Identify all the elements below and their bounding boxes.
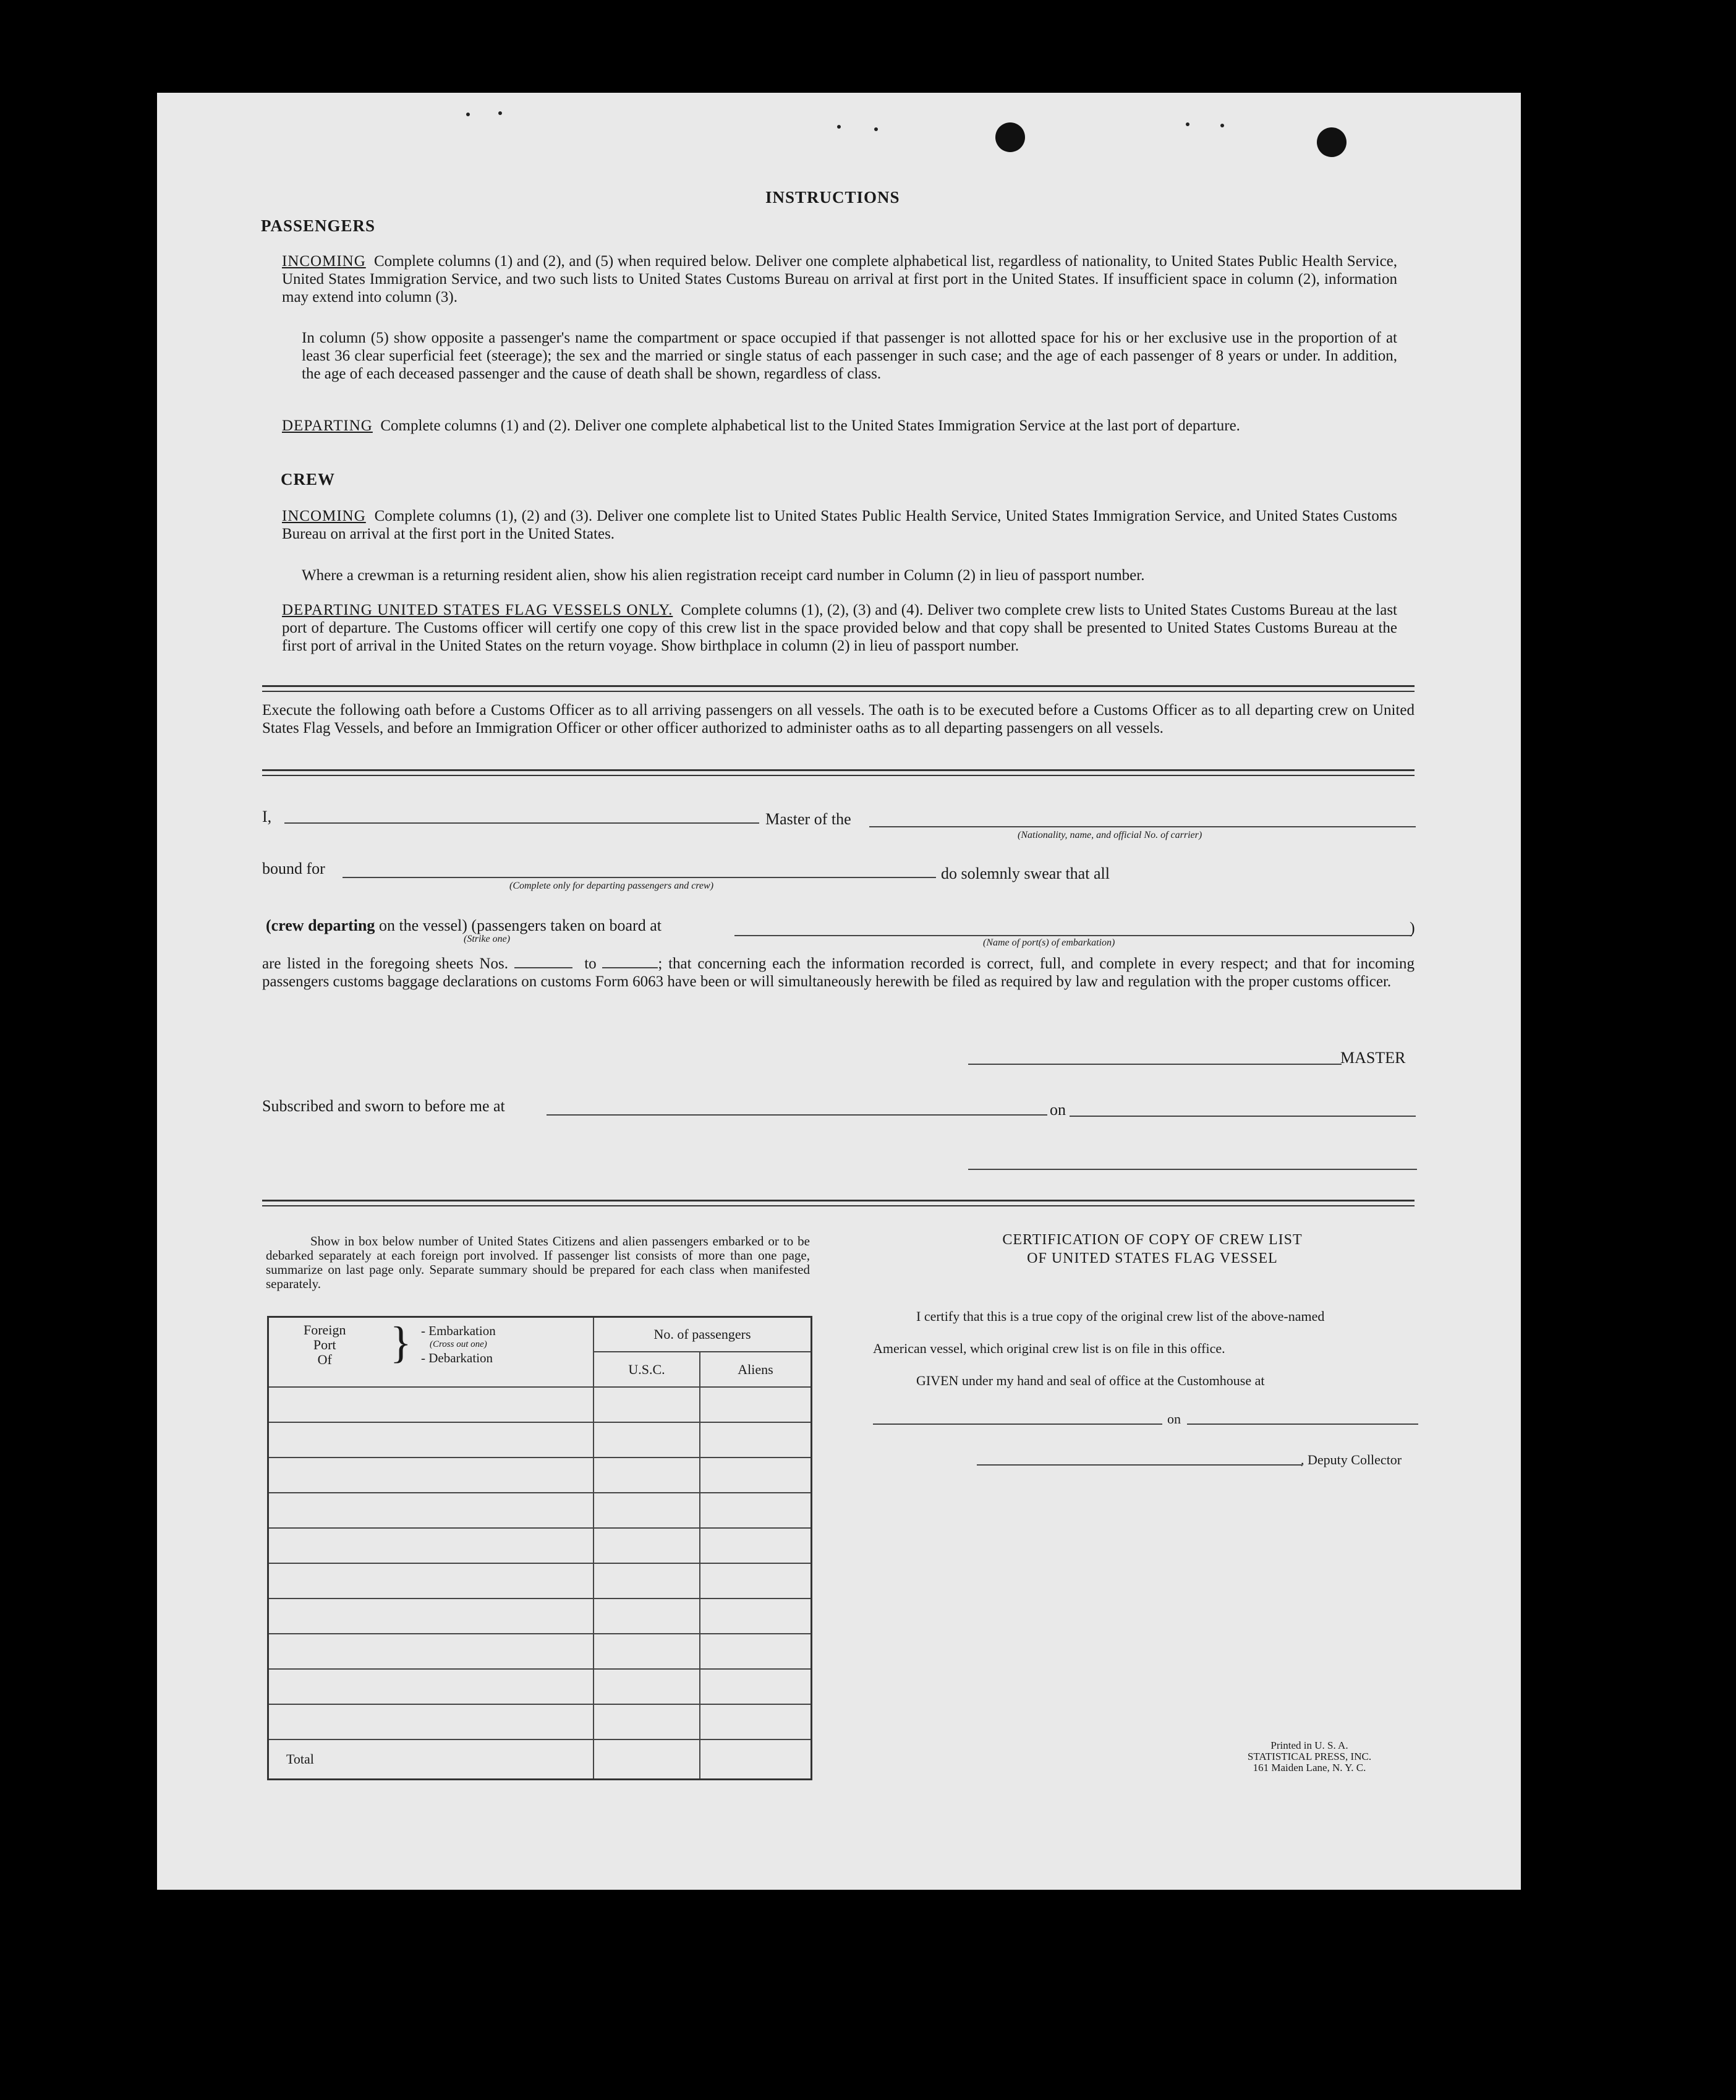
port-cell[interactable] (268, 1387, 594, 1422)
total-aliens-cell[interactable] (700, 1739, 812, 1780)
crew-heading: CREW (281, 470, 336, 489)
aliens-cell[interactable] (700, 1634, 812, 1669)
oath-i-label: I, (262, 808, 272, 826)
cross-out-caption: (Cross out one) (430, 1339, 487, 1349)
carrier-caption: (Nationality, name, and official No. of carrier) (1018, 830, 1202, 840)
usc-cell[interactable] (594, 1422, 700, 1458)
certification-title-line1: CERTIFICATION OF COPY OF CREW LIST (1002, 1232, 1303, 1248)
aliens-cell[interactable] (700, 1387, 812, 1422)
deputy-signature-line[interactable] (977, 1464, 1302, 1466)
speck (1186, 122, 1189, 126)
usc-cell[interactable] (594, 1634, 700, 1669)
crew-departing-text: Complete columns (1), (2), (3) and (4). Deliver two complete crew lists to United States Customs Bureau at the last port of departure. The Customs officer will certify one copy of this crew list in the space provided below and that copy shall be presented to United States Customs Bureau at the first port of arrival in the United States on the return voyage. Show birthplace in column (2) in lieu of passport number. (282, 602, 1397, 654)
master-name-field[interactable] (284, 822, 759, 824)
customhouse-field[interactable] (873, 1423, 1162, 1425)
double-rule (262, 1200, 1415, 1206)
embarkation-label: - Embarkation (421, 1323, 496, 1338)
usc-cell[interactable] (594, 1458, 700, 1493)
aliens-cell[interactable] (700, 1493, 812, 1528)
passengers-heading: PASSENGERS (261, 216, 376, 235)
total-label: Total (268, 1739, 594, 1780)
carrier-field[interactable] (869, 826, 1416, 827)
form-page (157, 93, 1521, 1890)
table-row (268, 1598, 812, 1634)
port-cell[interactable] (268, 1669, 594, 1704)
passengers-departing-text: Complete columns (1) and (2). Deliver one complete alphabetical list to the United States Immigration Service at the last port of departure. (380, 417, 1240, 434)
summary-instruction: Show in box below number of United States Citizens and alien passengers embarked or to be debarked separately at each foreign port involved. If passenger list consists of more than one page, summarize on last page only. Separate summary should be prepared for each class when manifested separately. (266, 1234, 810, 1291)
aliens-header: Aliens (700, 1352, 812, 1387)
port-cell[interactable] (268, 1598, 594, 1634)
master-label: MASTER (1340, 1049, 1406, 1067)
printer-line3: 161 Maiden Lane, N. Y. C. (1253, 1762, 1366, 1773)
sheet-from-field[interactable] (514, 956, 572, 968)
printer-imprint (1235, 1740, 1384, 1773)
table-row (268, 1704, 812, 1739)
ports-caption: (Name of port(s) of embarkation) (983, 937, 1115, 948)
crew-departing-paragraph (282, 601, 1397, 655)
passengers-taken-label: (passengers taken on board at (471, 916, 662, 934)
aliens-cell[interactable] (700, 1458, 812, 1493)
passenger-summary-table (267, 1316, 812, 1780)
usc-cell[interactable] (594, 1387, 700, 1422)
port-cell[interactable] (268, 1493, 594, 1528)
oath-strike-line (266, 916, 662, 935)
passengers-incoming-text: Complete columns (1) and (2), and (5) when required below. Deliver one complete alphabetical list, regardless of nationality, to United States Public Health Service, United States Immigration Service, and two such lists to United States Customs Bureau on arrival at first port in the United States. If insufficient space in column (2), information may extend into column (3). (282, 253, 1398, 305)
strike-caption: (Strike one) (464, 934, 511, 944)
speck (1220, 124, 1224, 127)
listed-text-b: ; that concerning each the information recorded is correct, full, and complete in every respect; and that for incoming passengers customs baggage declarations on customs Form 6063 have been or will simultaneously herewith be filed as required by law and regulation with the proper customs officer. (262, 955, 1415, 990)
port-cell[interactable] (268, 1634, 594, 1669)
certification-title-line2: OF UNITED STATES FLAG VESSEL (1027, 1250, 1278, 1266)
crew-departing-heading: DEPARTING UNITED STATES FLAG VESSELS ONLY. (282, 602, 673, 618)
port-cell[interactable] (268, 1528, 594, 1563)
crew-resident-paragraph: Where a crewman is a returning resident alien, show his alien registration receipt card number in Column (2) in lieu of passport number. (302, 567, 1145, 584)
subscribed-on-label: on (1050, 1101, 1066, 1119)
crew-departing-label: (crew departing (266, 916, 375, 934)
certify-line2: American vessel, which original crew list is on file in this office. (873, 1341, 1225, 1356)
column5-paragraph: In column (5) show opposite a passenger's name the compartment or space occupied if that passenger is not allotted space for his or her exclusive use in the proportion of at least 36 clear superficial feet (steerage); the sex and the married or single status of each passenger in such case; and the age of each passenger of 8 years or under. In addition, the age of each deceased passenger and the cause of death shall be shown, regardless of class. (302, 330, 1397, 382)
usc-header: U.S.C. (594, 1352, 700, 1387)
table-row (268, 1634, 812, 1669)
table-row (268, 1422, 812, 1458)
crew-incoming-heading: INCOMING (282, 508, 366, 524)
embark-debark-labels (421, 1324, 496, 1365)
close-paren: ) (1410, 919, 1415, 937)
port-cell[interactable] (268, 1422, 594, 1458)
master-of-label: Master of the (765, 810, 851, 828)
bound-for-label: bound for (262, 860, 325, 877)
listed-text-a: are listed in the foregoing sheets Nos. (262, 955, 508, 972)
passengers-incoming-heading: INCOMING (282, 253, 366, 270)
usc-cell[interactable] (594, 1493, 700, 1528)
subscribed-place-field[interactable] (547, 1114, 1047, 1116)
swear-label: do solemnly swear that all (941, 864, 1110, 882)
printer-line1: Printed in U. S. A. (1270, 1739, 1348, 1751)
crew-incoming-text: Complete columns (1), (2) and (3). Deliver one complete list to United States Public Health Service, United States Immigration Service, and United States Customs Bureau on arrival at the first port in the United States. (282, 508, 1398, 542)
crew-incoming-paragraph (282, 507, 1397, 543)
punch-hole-right (1317, 127, 1347, 157)
speck (466, 113, 470, 116)
table-row (268, 1458, 812, 1493)
subscribed-label: Subscribed and sworn to before me at (262, 1097, 505, 1115)
punch-hole-left (995, 122, 1025, 152)
usc-cell[interactable] (594, 1598, 700, 1634)
certify-line1: I certify that this is a true copy of the original crew list of the above-named (916, 1308, 1325, 1324)
listed-paragraph (262, 955, 1415, 991)
aliens-cell[interactable] (700, 1669, 812, 1704)
on-vessel-label: on the vessel) (378, 916, 467, 934)
bound-caption: (Complete only for departing passengers and crew) (509, 881, 714, 891)
foreign-port-label (304, 1323, 346, 1367)
printer-line2: STATISTICAL PRESS, INC. (1247, 1751, 1372, 1762)
passengers-departing-paragraph (282, 417, 1397, 435)
officer-signature-line[interactable] (968, 1169, 1417, 1170)
speck (874, 127, 878, 131)
certification-on-label: on (1167, 1411, 1181, 1427)
aliens-cell[interactable] (700, 1563, 812, 1598)
brace-icon: } (390, 1318, 412, 1367)
debarkation-label: - Debarkation (421, 1351, 493, 1365)
no-passengers-header: No. of passengers (594, 1317, 812, 1352)
port-label: Port (313, 1337, 336, 1352)
table-row (268, 1493, 812, 1528)
usc-cell[interactable] (594, 1563, 700, 1598)
sheet-to-field[interactable] (602, 956, 658, 968)
instructions-title: INSTRUCTIONS (765, 188, 900, 207)
passengers-incoming-paragraph (282, 252, 1397, 306)
port-cell[interactable] (268, 1458, 594, 1493)
given-line: GIVEN under my hand and seal of office at the Customhouse at (916, 1373, 1265, 1388)
table-row (268, 1528, 812, 1563)
deputy-collector-label: , Deputy Collector (1301, 1452, 1402, 1467)
double-rule (262, 769, 1415, 776)
total-usc-cell[interactable] (594, 1739, 700, 1780)
double-rule (262, 685, 1415, 692)
table-row (268, 1563, 812, 1598)
total-row (268, 1739, 812, 1780)
aliens-cell[interactable] (700, 1528, 812, 1563)
aliens-cell[interactable] (700, 1598, 812, 1634)
usc-cell[interactable] (594, 1704, 700, 1739)
oath-instruction: Execute the following oath before a Customs Officer as to all arriving passengers on all vessels. The oath is to be executed before a Customs Officer as to all departing crew on United States Flag Vessels, and before an Immigration Officer or other officer authorized to administer oaths as to all departing passengers on all vessels. (262, 702, 1415, 736)
of-label: Of (317, 1352, 332, 1367)
listed-to-label: to (584, 955, 597, 972)
embarkation-ports-field[interactable] (734, 935, 1412, 936)
table-row (268, 1387, 812, 1422)
usc-cell[interactable] (594, 1669, 700, 1704)
passengers-departing-heading: DEPARTING (282, 417, 373, 434)
foreign-port-header (268, 1317, 594, 1388)
certification-date-field[interactable] (1187, 1423, 1418, 1425)
aliens-cell[interactable] (700, 1704, 812, 1739)
port-cell[interactable] (268, 1704, 594, 1739)
table-header-row (268, 1317, 812, 1352)
usc-cell[interactable] (594, 1528, 700, 1563)
table-row (268, 1669, 812, 1704)
speck (837, 125, 841, 129)
aliens-cell[interactable] (700, 1422, 812, 1458)
subscribed-date-field[interactable] (1070, 1116, 1416, 1117)
foreign-label: Foreign (304, 1322, 346, 1338)
port-cell[interactable] (268, 1563, 594, 1598)
bound-for-field[interactable] (343, 877, 936, 878)
master-signature-line[interactable] (968, 1064, 1342, 1065)
certification-title (899, 1231, 1406, 1268)
speck (498, 111, 502, 115)
